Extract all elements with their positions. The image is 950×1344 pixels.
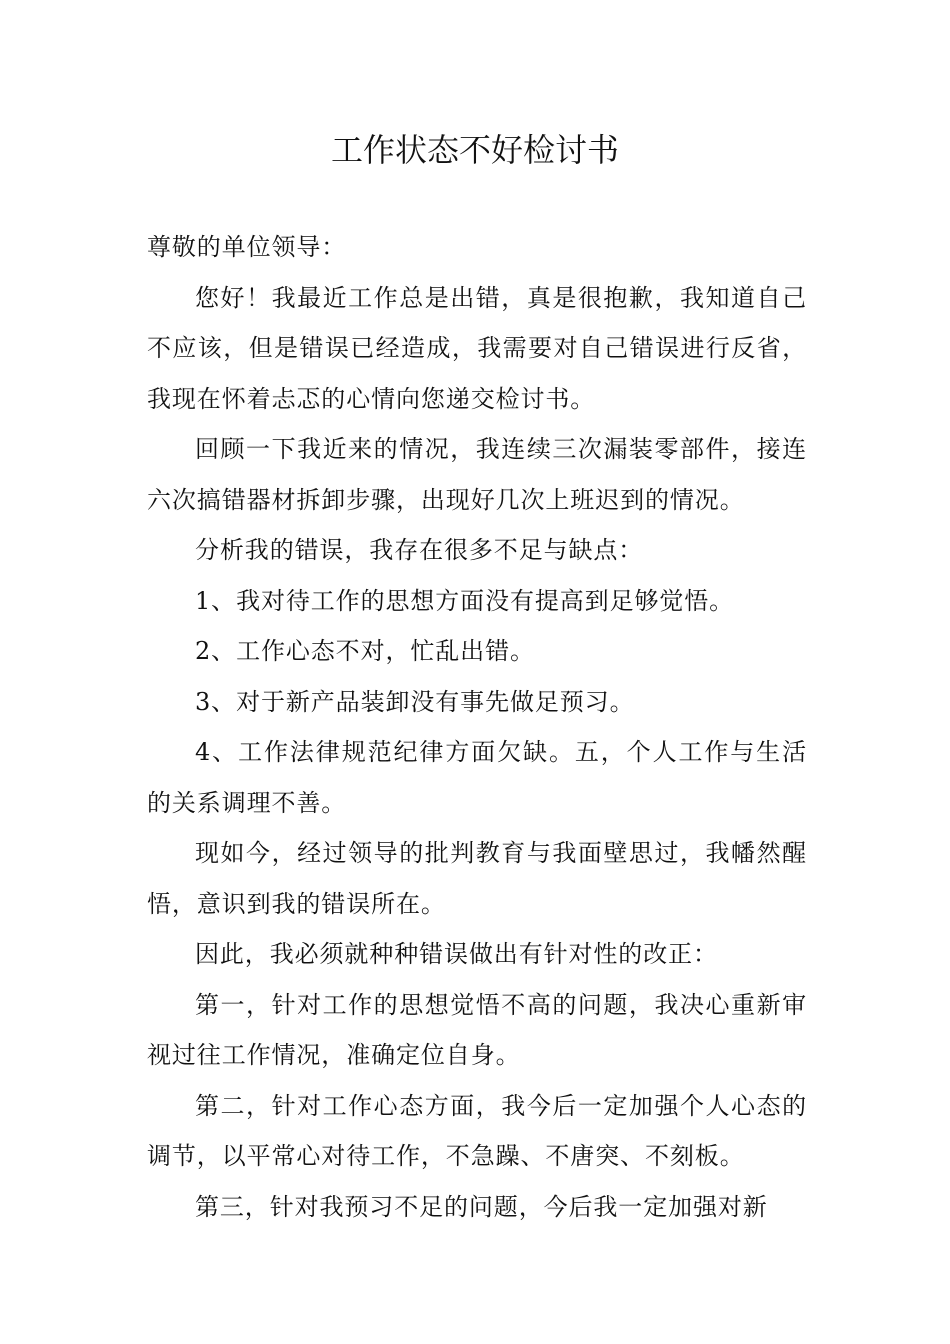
paragraph: 您好！我最近工作总是出错，真是很抱歉，我知道自己不应该，但是错误已经造成，我需要对自己错误进行反省，我现在怀着忐忑的心情向您递交检讨书。 <box>147 283 807 413</box>
paragraph: 因此，我必须就种种错误做出有针对性的改正： <box>195 940 718 968</box>
salutation: 尊敬的单位领导： <box>147 233 347 261</box>
paragraph: 第三，针对我预习不足的问题，今后我一定加强对新 <box>195 1192 768 1221</box>
list-item: 2、工作心态不对，忙乱出错。 <box>195 637 535 665</box>
paragraph: 第一，针对工作的思想觉悟不高的问题，我决心重新审视过往工作情况，准确定位自身。 <box>147 990 807 1069</box>
document-body <box>147 222 807 1232</box>
list-item: 1、我对待工作的思想方面没有提高到足够觉悟。 <box>195 586 735 615</box>
paragraph: 分析我的错误，我存在很多不足与缺点： <box>195 536 644 564</box>
paragraph: 回顾一下我近来的情况，我连续三次漏装零部件，接连六次搞错器材拆卸步骤，出现好几次上班迟到的情况。 <box>147 435 807 514</box>
document-title: 工作状态不好检讨书 <box>330 131 619 169</box>
list-item: 4、工作法律规范纪律方面欠缺。五，个人工作与生活的关系调理不善。 <box>147 738 807 817</box>
paragraph: 第二，针对工作心态方面，我今后一定加强个人心态的调节，以平常心对待工作，不急躁、不唐突、不刻板。 <box>147 1091 807 1170</box>
list-item: 3、对于新产品装卸没有事先做足预习。 <box>195 687 635 716</box>
paragraph: 现如今，经过领导的批判教育与我面壁思过，我幡然醒悟，意识到我的错误所在。 <box>147 839 807 918</box>
